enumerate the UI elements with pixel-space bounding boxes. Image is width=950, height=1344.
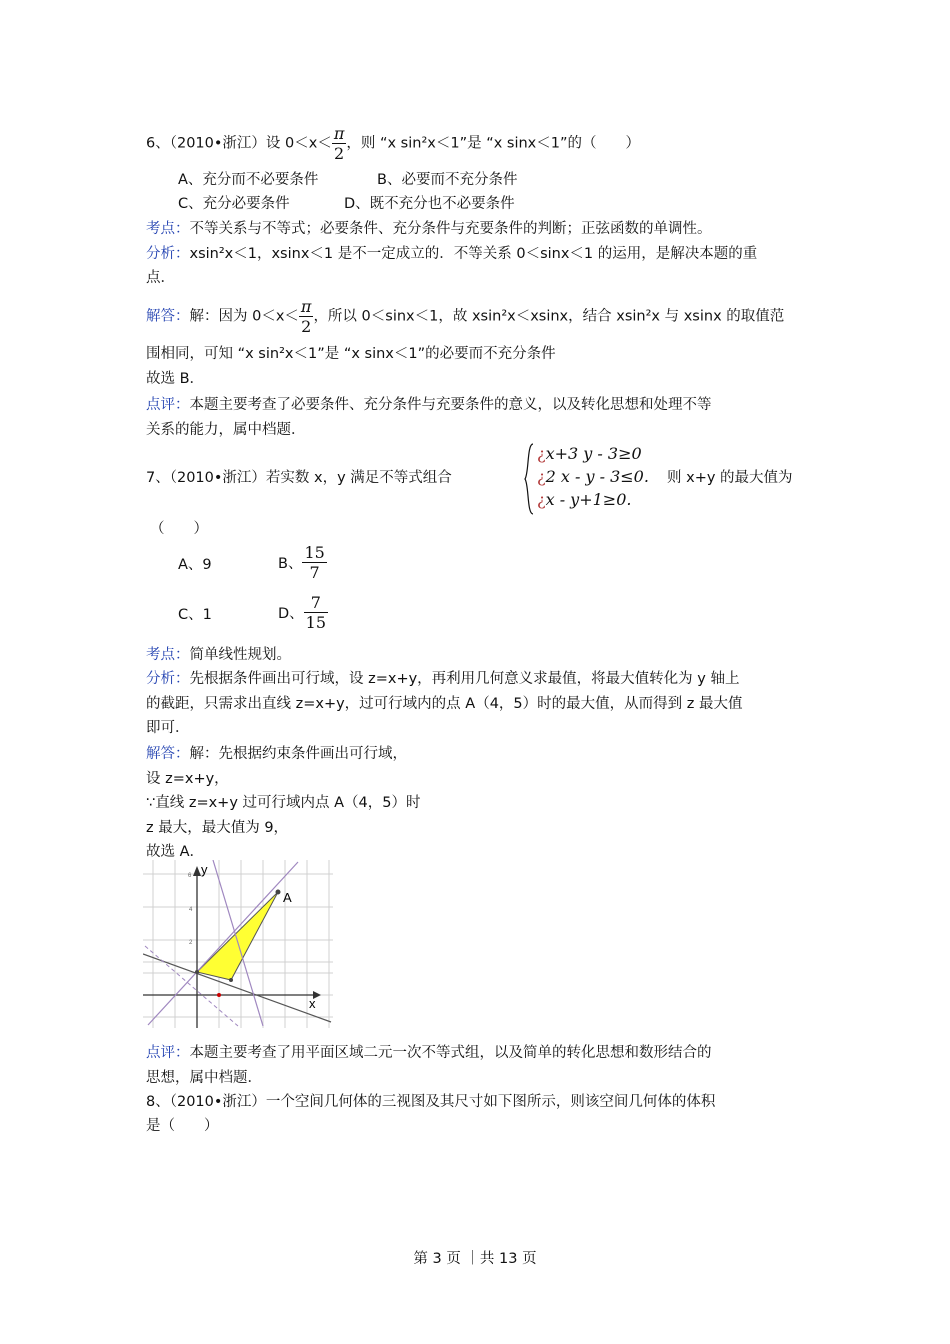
- vertex-b: [229, 978, 233, 982]
- feasible-region: [197, 892, 278, 980]
- q6-jieda-fraction: $\frac{\pi}{2}$: [300, 297, 312, 336]
- page-footer: 第 3 页 ｜共 13 页: [413, 1251, 537, 1267]
- q7-stem-end: 则 x+y 的最大值为: [667, 470, 793, 486]
- q7-brace: [524, 443, 534, 515]
- q7-ineq-2: ¿2 x - y - 3≤0.: [537, 467, 649, 486]
- y-axis-arrow: [193, 866, 201, 876]
- q6-jieda: 解答：解：因为 0＜x＜ $\frac{\pi}{2}$ ，所以 0＜sinx＜1，故 xsin²x＜xsinx，结合 xsin²x 与 xsinx 的取值范: [146, 297, 785, 336]
- q7-jieda-line4: z 最大，最大值为 9，: [146, 820, 289, 836]
- y-axis-label: y: [201, 862, 208, 877]
- q6-fraction: $\frac{\pi}{2}$: [333, 124, 345, 163]
- line-2x-minus-y: [213, 860, 263, 1026]
- tick-label-2: 2: [189, 940, 193, 946]
- q7-fenxi-cont2: 即可．: [146, 720, 190, 736]
- point-a-label: A: [283, 890, 292, 905]
- q7-ineq-3: ¿x - y+1≥0.: [537, 490, 632, 509]
- q6-fenxi: 分析：xsin²x＜1，xsinx＜1 是不一定成立的．不等关系 0＜sinx＜1 的运用，是解决本题的重: [146, 246, 758, 262]
- q7-ineq-1: ¿x+3 y - 3≥0: [537, 444, 642, 463]
- q7-jieda-line3: ∵直线 z=x+y 过可行域内点 A（4，5）时: [146, 795, 421, 811]
- q6-dianping-cont: 关系的能力，属中档题．: [146, 422, 306, 438]
- q7-dianping: 点评：本题主要考查了用平面区域二元一次不等式组，以及简单的转化思想和数形结合的: [146, 1045, 712, 1061]
- q8-stem-cont: 是（ ）: [146, 1118, 219, 1134]
- q6-kaodian: 考点：不等关系与不等式；必要条件、充分条件与充要条件的判断；正弦函数的单调性。: [146, 221, 712, 237]
- q7-jieda: 解答：解：先根据约束条件画出可行域，: [146, 746, 407, 762]
- q6-fenxi-cont: 点．: [146, 270, 175, 286]
- q7-jieda-line5: 故选 A．: [146, 844, 205, 860]
- q7-stem: 7、（2010•浙江）若实数 x，y 满足不等式组合: [146, 470, 452, 486]
- q6-jieda-line2: 围相同，可知 “x sin²x＜1”是 “x sinx＜1”的必要而不充分条件: [146, 346, 556, 362]
- q6-dianping: 点评：本题主要考查了必要条件、充分条件与充要条件的意义，以及转化思想和处理不等: [146, 397, 712, 413]
- q6-option-b: B、必要而不充分条件: [377, 172, 518, 188]
- q7-jieda-line2: 设 z=x+y，: [146, 771, 229, 787]
- point-a: [276, 890, 281, 895]
- q7-option-b: B、 $\frac{15}{7}$: [278, 543, 325, 582]
- q6-option-c: C、充分必要条件: [178, 196, 290, 212]
- q6-stem: 6、（2010•浙江）设 0＜x＜ $\frac{\pi}{2}$ ，则 “x sin²x＜1”是 “x sinx＜1”的（ ）: [146, 124, 640, 163]
- axis-mark: [217, 993, 221, 997]
- vertex-c: [195, 970, 199, 974]
- q6-option-a: A、充分而不必要条件: [178, 172, 319, 188]
- feasible-region-graph: [143, 860, 333, 1028]
- tick-label-4: 4: [189, 907, 193, 913]
- q6-jieda-line3: 故选 B．: [146, 371, 205, 387]
- q7-dianping-cont: 思想，属中档题．: [146, 1070, 262, 1086]
- q8-stem: 8、（2010•浙江）一个空间几何体的三视图及其尺寸如下图所示，则该空间几何体的体积: [146, 1094, 716, 1110]
- q7-fenxi-cont1: 的截距，只需求出直线 z=x+y，过可行域内的点 A（4，5）时的最大值，从而得到 z 最大值: [146, 696, 743, 712]
- q7-option-c: C、1: [178, 607, 212, 623]
- q7-kaodian: 考点：简单线性规划。: [146, 647, 291, 663]
- q7-paren: （ ）: [150, 521, 208, 537]
- line-x-minus-y: [148, 862, 298, 1025]
- q6-option-d: D、既不充分也不必要条件: [344, 196, 515, 212]
- tick-label-6: 6: [188, 873, 192, 879]
- q7-inequality-system: [537, 442, 649, 511]
- x-axis-label: x: [309, 996, 316, 1011]
- q7-fenxi: 分析：先根据条件画出可行域，设 z=x+y，再利用几何意义求最值，将最大值转化为 y 轴上: [146, 671, 740, 687]
- q7-option-d: D、 $\frac{7}{15}$: [278, 593, 327, 632]
- q7-option-a: A、9: [178, 557, 212, 573]
